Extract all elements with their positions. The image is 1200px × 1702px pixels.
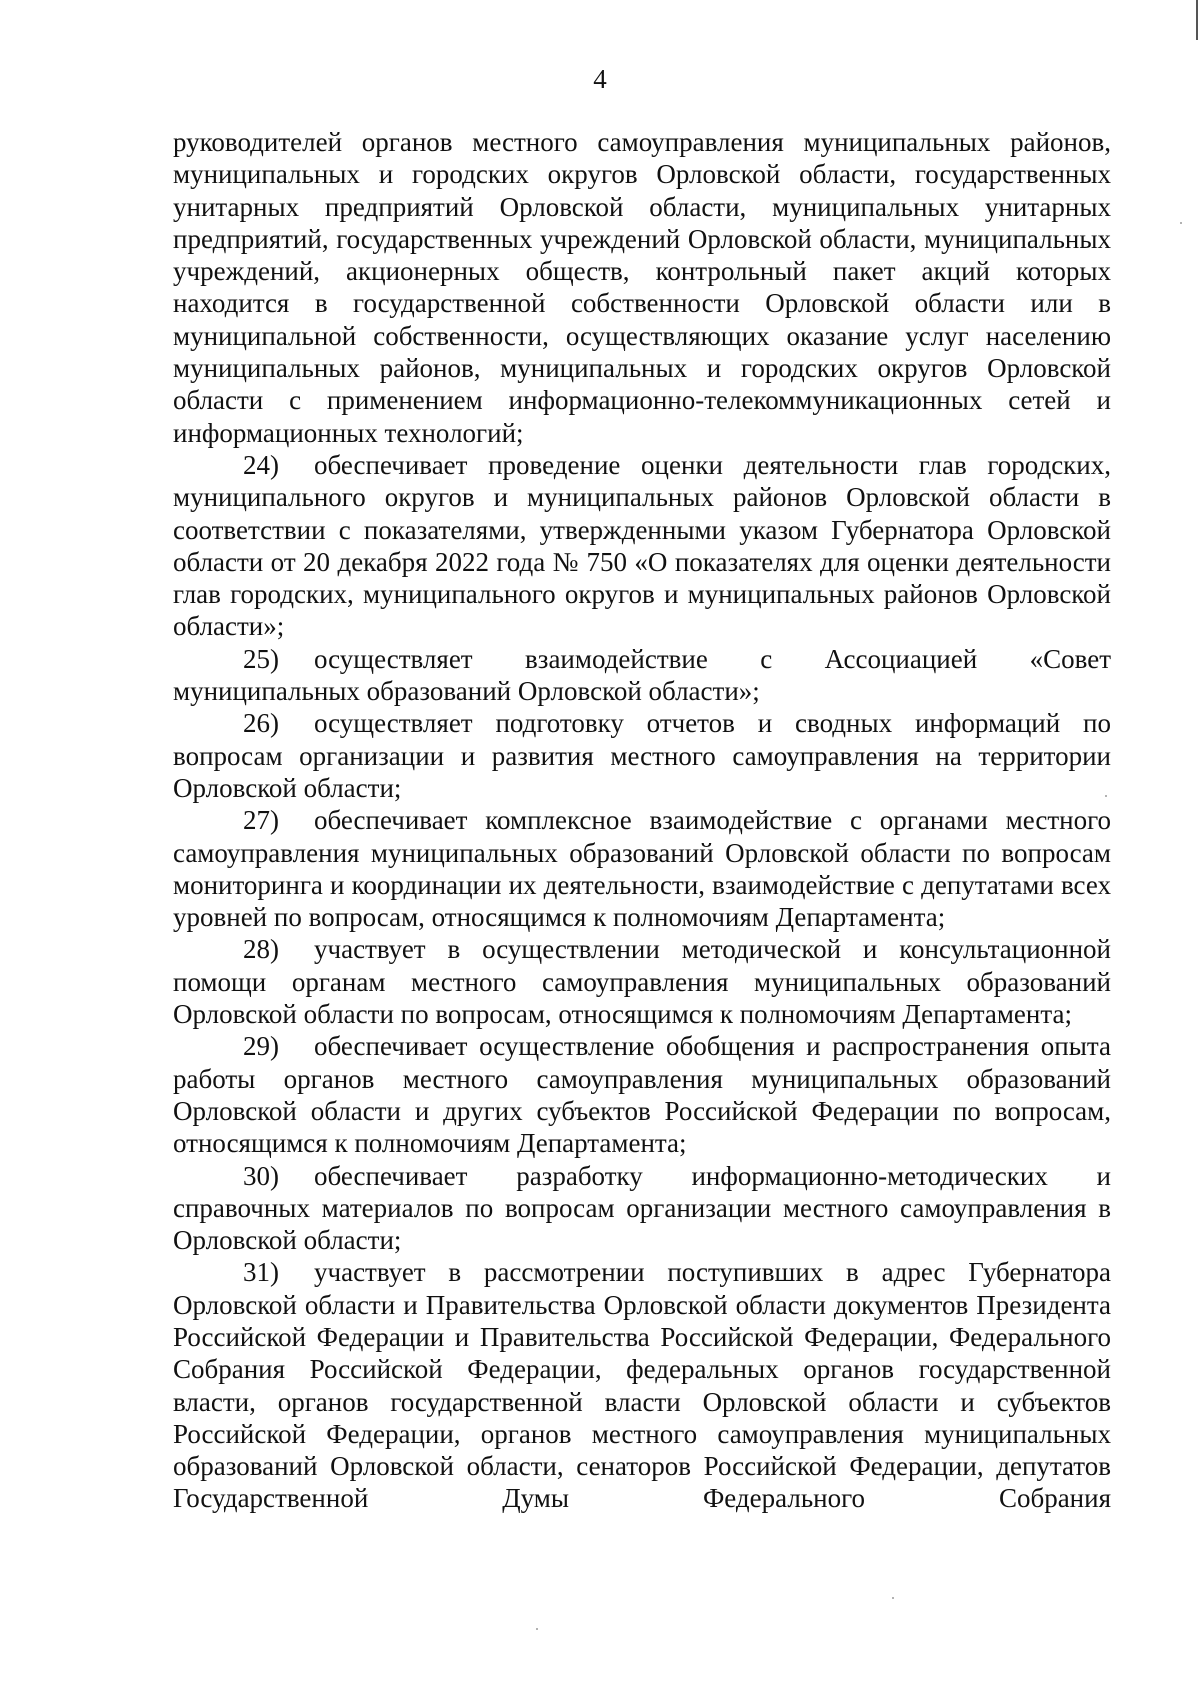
paragraph-text: обеспечивает разработку информационно-методических и справочных материалов по вопросам организации местного самоуправления в Орловской области; bbox=[173, 1160, 1111, 1256]
paragraph-continuation bbox=[173, 126, 1111, 449]
paragraph-text: обеспечивает осуществление обобщения и распространения опыта работы органов местного самоуправления муниципальных образований Орловской области и других субъектов Российской Федерации по вопросам, относящимся к полномочиям Департамента; bbox=[173, 1031, 1111, 1159]
page-number: 4 bbox=[593, 64, 607, 94]
scan-speck bbox=[1180, 222, 1182, 224]
paragraph-text: осуществляет взаимодействие с Ассоциацией «Совет муниципальных образований Орловской области»; bbox=[173, 643, 1111, 707]
item-number: 27) bbox=[243, 805, 279, 836]
paragraph-text: участвует в осуществлении методической и консультационной помощи органам местного самоуправления муниципальных образований Орловской области по вопросам, относящимся к полномочиям Департамента; bbox=[173, 934, 1111, 1030]
item-number: 28) bbox=[243, 934, 279, 965]
paragraph-text: участвует в рассмотрении поступивших в адрес Губернатора Орловской области и Правительства Орловской области документов Президента Российской Федерации и Правительства Российской Федерации, Федерального Собрания Российской Федерации, федеральных органов государственной власти, органов государственной власти Орловской области и субъектов Российской Федерации, органов местного самоуправления муниципальных образований Орловской области, сенаторов Российской Федерации, депутатов Государственной Думы Федерального Собрания bbox=[173, 1257, 1111, 1514]
paragraph-item-26 bbox=[173, 707, 1111, 804]
paragraph-text: обеспечивает проведение оценки деятельности глав городских, муниципального округов и муниципальных районов Орловской области в соответствии с показателями, утвержденными указом Губернатора Орловской области от 20 декабря 2022 года № 750 «О показателях для оценки деятельности глав городских, муниципального округов и муниципальных районов Орловской области»; bbox=[173, 449, 1111, 642]
item-number: 31) bbox=[243, 1257, 279, 1288]
scan-edge-mark bbox=[1196, 0, 1198, 40]
paragraph-text: обеспечивает комплексное взаимодействие с органами местного самоуправления муниципальных образований Орловской области по вопросам мониторинга и координации их деятельности, взаимодействие с депутатами всех уровней по вопросам, относящимся к полномочиям Департамента; bbox=[173, 805, 1111, 933]
paragraph-item-30 bbox=[173, 1160, 1111, 1257]
scan-speck bbox=[892, 1597, 894, 1599]
scan-speck bbox=[536, 1628, 538, 1630]
document-body bbox=[173, 126, 1111, 1515]
paragraph-item-31 bbox=[173, 1256, 1111, 1514]
item-number: 30) bbox=[243, 1160, 279, 1191]
paragraph-text: осуществляет подготовку отчетов и сводных информаций по вопросам организации и развития местного самоуправления на территории Орловской области; bbox=[173, 708, 1111, 803]
paragraph-item-29 bbox=[173, 1030, 1111, 1159]
item-number: 29) bbox=[243, 1031, 279, 1062]
scan-speck bbox=[1105, 795, 1107, 797]
item-number: 24) bbox=[243, 449, 279, 480]
item-number: 26) bbox=[243, 708, 279, 739]
paragraph-item-28 bbox=[173, 933, 1111, 1030]
paragraph-text: руководителей органов местного самоуправления муниципальных районов, муниципальных и городских округов Орловской области, государственных унитарных предприятий Орловской области, муниципальных унитарных предприятий, государственных учреждений Орловской области, муниципальных учреждений, акционерных обществ, контрольный пакет акций которых находится в государственной собственности Орловской области или в муниципальной собственности, осуществляющих оказание услуг населению муниципальных районов, муниципальных и городских округов Орловской области с применением информационно-телекоммуникационных сетей и информационных технологий; bbox=[173, 127, 1111, 448]
item-number: 25) bbox=[243, 643, 279, 674]
paragraph-item-24 bbox=[173, 449, 1111, 643]
paragraph-item-25 bbox=[173, 643, 1111, 708]
paragraph-item-27 bbox=[173, 804, 1111, 933]
